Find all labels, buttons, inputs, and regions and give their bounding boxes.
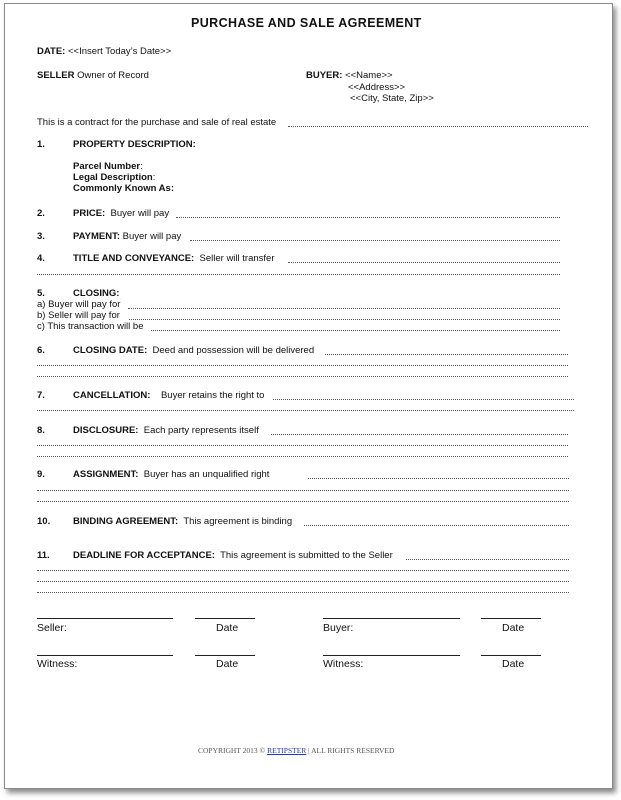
date-line: [37, 46, 171, 57]
section-4-line: [73, 253, 274, 264]
section-8-number: 8.: [37, 425, 45, 436]
witness2-signature-line[interactable]: [323, 655, 460, 656]
fill-line: [406, 559, 569, 560]
buyer-name: <<Name>>: [345, 70, 393, 81]
witness2-signature-label: Witness:: [323, 658, 364, 670]
section-5-number: 5.: [37, 288, 45, 299]
parcel-number-label: Parcel Number: [73, 161, 141, 172]
fill-line: [288, 262, 560, 263]
section-3-heading: PAYMENT:: [73, 231, 120, 242]
seller-value: Owner of Record: [77, 70, 149, 81]
section-7-text: Buyer retains the right to: [160, 390, 265, 401]
copyright-footer: [198, 746, 394, 755]
section-2-heading: PRICE:: [73, 208, 106, 219]
buyer-label: BUYER:: [306, 70, 343, 81]
seller-signature-line[interactable]: [37, 618, 173, 619]
section-11-text: This agreement is submitted to the Seller: [220, 550, 393, 561]
buyer-date-line[interactable]: [481, 618, 541, 619]
section-7-number: 7.: [37, 390, 45, 401]
fill-line: [37, 376, 568, 377]
fill-line: [37, 592, 569, 593]
witness1-signature-label: Witness:: [37, 658, 78, 670]
fill-line: [151, 330, 560, 331]
witness1-date-line[interactable]: [195, 655, 255, 656]
fill-line: [37, 274, 560, 275]
section-3-text: Buyer will pay: [122, 231, 182, 242]
copyright-prefix: COPYRIGHT 2013 ©: [198, 746, 266, 755]
buyer-line: [306, 70, 393, 81]
fill-line: [176, 217, 560, 218]
section-11-heading: DEADLINE FOR ACCEPTANCE:: [73, 550, 215, 561]
legal-description-line: Legal Description:: [73, 172, 156, 183]
seller-date-line[interactable]: [195, 618, 255, 619]
section-6-line: [73, 345, 314, 356]
buyer-city: <<City, State, Zip>>: [350, 93, 434, 104]
date-value: <<Insert Today’s Date>>: [67, 46, 172, 57]
fill-line: [37, 445, 568, 446]
fill-line: [37, 456, 568, 457]
fill-line: [304, 525, 569, 526]
section-7-heading: CANCELLATION:: [73, 390, 151, 401]
fill-line: [37, 570, 569, 571]
section-11-number: 11.: [37, 550, 50, 561]
document-page: [4, 3, 613, 789]
fill-line: [273, 399, 574, 400]
date-label: DATE:: [37, 46, 66, 57]
section-2-number: 2.: [37, 208, 45, 219]
fill-line: [37, 490, 569, 491]
copyright-suffix: | ALL RIGHTS RESERVED: [308, 746, 395, 755]
closing-item-b: b) Seller will pay for: [37, 310, 120, 321]
section-9-heading: ASSIGNMENT:: [73, 469, 139, 480]
witness1-date-label: Date: [216, 658, 239, 670]
fill-line: [190, 240, 560, 241]
fill-line: [288, 126, 588, 127]
fill-line: [271, 434, 568, 435]
fill-line: [325, 354, 568, 355]
retipster-link[interactable]: RETIPSTER: [267, 746, 307, 755]
section-1-heading: PROPERTY DESCRIPTION:: [73, 139, 196, 150]
fill-line: [129, 319, 560, 320]
parcel-number-line: Parcel Number:: [73, 161, 143, 172]
witness2-date-line[interactable]: [481, 655, 541, 656]
intro-text: This is a contract for the purchase and sale of real estate: [37, 117, 277, 128]
closing-item-a: a) Buyer will pay for: [37, 299, 121, 310]
buyer-date-label: Date: [502, 622, 525, 634]
section-1-number: 1.: [37, 139, 45, 150]
page-title: PURCHASE AND SALE AGREEMENT: [191, 16, 422, 30]
section-7-line: [73, 390, 264, 401]
section-10-number: 10.: [37, 516, 51, 527]
section-9-line: [73, 469, 269, 480]
section-10-line: [73, 516, 292, 527]
fill-line: [37, 501, 569, 502]
commonly-known-label: Commonly Known As:: [73, 183, 174, 194]
seller-line: [37, 70, 149, 81]
fill-line: [37, 581, 569, 582]
section-4-number: 4.: [37, 253, 45, 264]
fill-line: [308, 478, 569, 479]
section-3-number: 3.: [37, 231, 45, 242]
section-8-text: Each party represents itself: [143, 425, 259, 436]
fill-line: [128, 308, 560, 309]
section-11-line: [73, 550, 393, 561]
witness1-signature-line[interactable]: [37, 655, 173, 656]
seller-label: SELLER: [37, 70, 75, 81]
section-8-heading: DISCLOSURE:: [73, 425, 139, 436]
section-4-text: Seller will transfer: [199, 253, 275, 264]
section-6-number: 6.: [37, 345, 45, 356]
fill-line: [37, 410, 574, 411]
fill-line: [37, 365, 568, 366]
section-2-line: [73, 208, 169, 219]
section-6-text: Deed and possession will be delivered: [152, 345, 315, 356]
section-6-heading: CLOSING DATE:: [73, 345, 148, 356]
buyer-signature-line[interactable]: [323, 618, 460, 619]
witness2-date-label: Date: [502, 658, 525, 670]
section-9-text: Buyer has an unqualified right: [143, 469, 270, 480]
section-9-number: 9.: [37, 469, 45, 480]
section-3-line: [73, 231, 181, 242]
buyer-signature-label: Buyer:: [323, 622, 354, 634]
section-10-heading: BINDING AGREEMENT:: [73, 516, 179, 527]
buyer-address: <<Address>>: [348, 82, 406, 93]
section-8-line: [73, 425, 259, 436]
legal-description-label: Legal Description: [73, 172, 153, 183]
seller-signature-label: Seller:: [37, 622, 67, 634]
closing-item-c: c) This transaction will be: [37, 321, 144, 332]
section-5-heading: CLOSING:: [73, 288, 120, 299]
section-4-heading: TITLE AND CONVEYANCE:: [73, 253, 195, 264]
section-10-text: This agreement is binding: [183, 516, 293, 527]
seller-date-label: Date: [216, 622, 239, 634]
section-2-text: Buyer will pay: [110, 208, 170, 219]
